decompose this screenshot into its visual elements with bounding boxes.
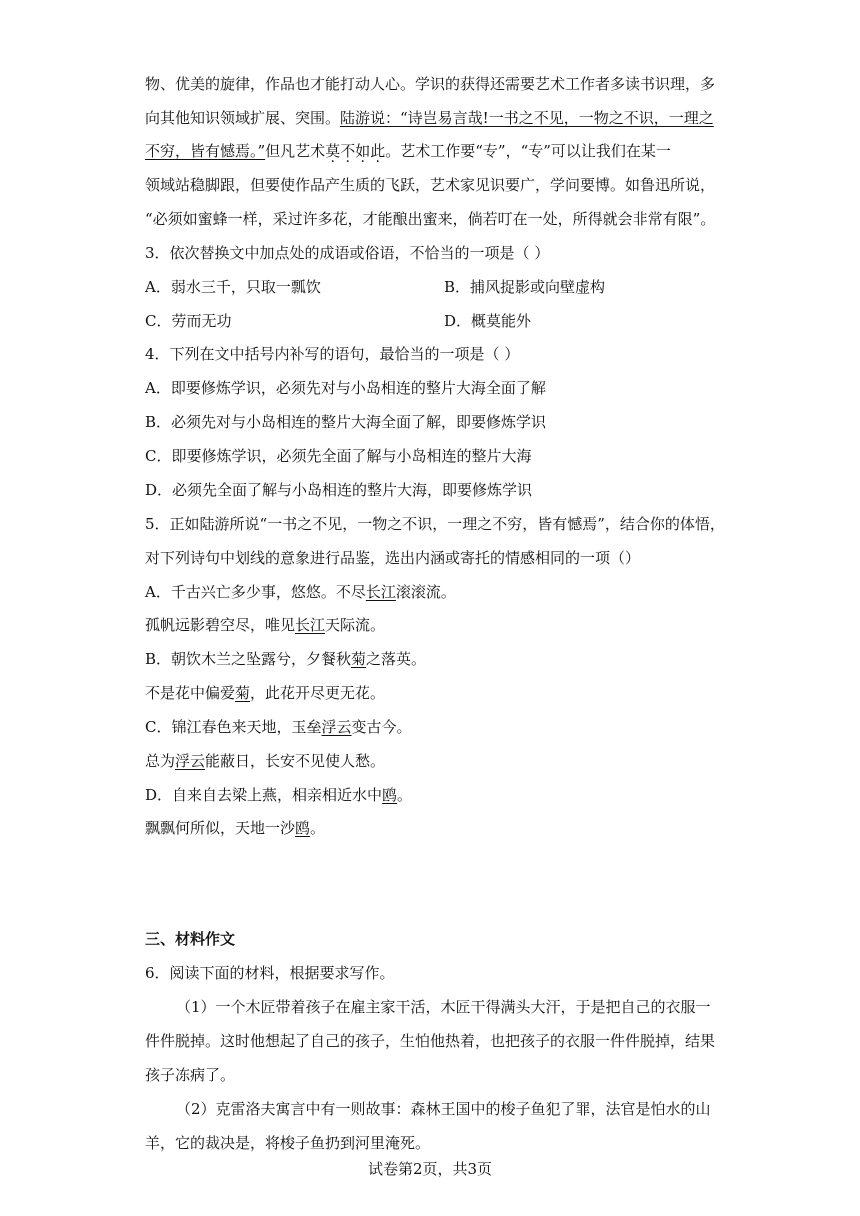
q5-stem-line-1: 5．正如陆游所说“一书之不见，一物之不识，一理之不穷，皆有憾焉”，结合你的体悟， [145,515,725,533]
q5-option-d-line-1[interactable] [145,785,412,805]
q3-options-row-1 [145,277,321,297]
poem-text: 飘飘何所似，天地一沙 [145,819,296,837]
underlined-quote: 不穷，皆有憾焉。” [145,142,266,160]
passage-line-4: 领域站稳脚跟，但要使作品产生质的飞跃，艺术家见识要广，学问要博。如鲁迅所说， [145,176,716,194]
passage-text: 但凡艺术 [265,142,326,160]
q4-option-a[interactable]: A．即要修炼学识，必须先对与小岛相连的整片大海全面了解 [145,379,546,397]
underlined-image-word: 浮云 [321,718,352,736]
q5-option-a-line-1[interactable] [145,582,456,602]
underlined-image-word: 鸥 [295,819,311,837]
poem-text: 孤帆远影碧空尽，唯见 [145,616,296,634]
passage-line-3 [145,141,671,161]
passage-line-2 [145,108,714,128]
q3-option-b[interactable]: B．捕风捉影或向壁虚构 [444,278,606,296]
q3-option-c[interactable]: C．劳而无功 [145,312,232,330]
poem-text: B．朝饮木兰之坠露兮，夕餐秋 [145,650,352,668]
poem-text: 之落英。 [366,650,427,668]
q5-option-c-line-2 [145,751,385,771]
q5-option-b-line-2 [145,683,385,703]
poem-text: 。 [397,786,413,804]
underlined-image-word: 长江 [295,616,326,634]
q3-stem: 3．依次替换文中加点处的成语或俗语，不恰当的一项是（ ） [145,244,550,262]
poem-text: A．千古兴亡多少事，悠悠。不尽 [145,583,366,601]
underlined-image-word: 浮云 [175,752,206,770]
material-2-line-1: （2）克雷洛夫寓言中有一则故事：森林王国中的梭子鱼犯了罪，法官是怕水的山 [176,1100,711,1118]
underlined-image-word: 菊 [351,650,367,668]
passage-text: 。艺术工作要“专”，“专”可以让我们在某一 [385,142,671,160]
material-2-line-2: 羊，它的裁决是，将梭子鱼扔到河里淹死。 [145,1134,431,1152]
poem-text: 不是花中偏爱 [145,684,236,702]
q5-option-b-line-1[interactable] [145,649,426,669]
q5-stem-line-2: 对下列诗句中划线的意象进行品鉴，选出内涵或寄托的情感相同的一项（） [145,549,641,567]
q3-option-d[interactable]: D．概莫能外 [444,312,532,330]
q5-option-a-line-2 [145,615,385,635]
q3-option-a[interactable]: A．弱水三千，只取一瓢饮 [145,278,321,296]
poem-text: 滚滚流。 [395,583,456,601]
page-footer: 试卷第2页，共3页 [367,1160,493,1178]
poem-text: 变古今。 [351,718,412,736]
q4-option-d[interactable]: D．必须先全面了解与小岛相连的整片大海，即要修炼学识 [145,481,533,499]
q5-option-d-line-2 [145,818,325,838]
underlined-image-word: 长江 [365,583,396,601]
passage-text: 向其他知识领域扩展、突围。 [145,109,341,127]
material-1-line-2: 件件脱掉。这时他想起了自己的孩子，生怕他热着，也把孩子的衣服一件件脱掉，结果 [145,1032,716,1050]
q4-option-c[interactable]: C．即要修炼学识，必须先全面了解与小岛相连的整片大海 [145,447,532,465]
poem-text: 总为 [145,752,176,770]
underlined-image-word: 鸥 [382,786,398,804]
dotted-char: 莫 [325,142,341,160]
q4-stem: 4．下列在文中括号内补写的语句，最恰当的一项是（ ） [145,345,520,363]
material-1-line-3: 孩子冻病了。 [145,1066,236,1084]
poem-text: D．自来自去梁上燕，相亲相近水中 [145,786,383,804]
poem-text: C．锦江春色来天地，玉垒 [145,718,322,736]
dotted-char: 不 [340,142,356,160]
dotted-char: 如 [355,142,371,160]
passage-line-5: “必须如蜜蜂一样，采过许多花，才能酿出蜜来，倘若叮在一处，所得就会非常有限”。 [145,210,716,228]
poem-text: ，此花开尽更无花。 [250,684,386,702]
material-1-line-1: （1）一个木匠带着孩子在雇主家干活，木匠干得满头大汗，于是把自己的衣服一 [176,998,711,1016]
dotted-char: 此 [370,142,386,160]
section-heading: 三、材料作文 [145,930,236,948]
poem-text: 能蔽日，长安不见使人愁。 [205,752,386,770]
underlined-quote: 陆游说：“诗岂易言哉!一书之不见，一物之不识，一理之 [340,109,714,127]
poem-text: 天际流。 [325,616,386,634]
underlined-image-word: 菊 [235,684,251,702]
q6-stem: 6．阅读下面的材料，根据要求写作。 [145,964,395,982]
q4-option-b[interactable]: B．必须先对与小岛相连的整片大海全面了解，即要修炼学识 [145,413,547,431]
poem-text: 。 [310,819,326,837]
passage-line-1: 物、优美的旋律，作品也才能打动人心。学识的获得还需要艺术工作者多读书识理，多 [145,75,716,93]
q5-option-c-line-1[interactable] [145,717,412,737]
